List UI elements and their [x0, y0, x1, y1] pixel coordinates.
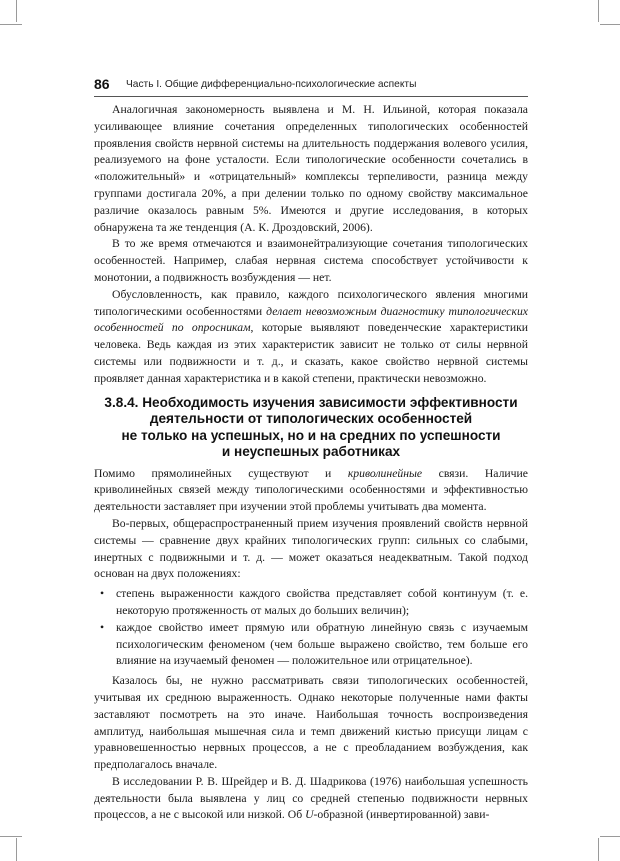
section-heading — [94, 395, 528, 461]
list-item — [100, 620, 528, 670]
bullet-list — [94, 586, 528, 670]
page-number: 86 — [94, 76, 110, 92]
paragraph-text: , которые выявляют поведенческие характеристики человека. Ведь каждая из этих характеристик зависит не только от силы нервной системы или подвижности и т. д., и сказать, какое свойство нервной системы проявляет данная характеристика и в какой степени, практически невозможно. — [94, 321, 529, 385]
paragraph-emphasis: U — [305, 808, 314, 822]
bullet-icon: • — [100, 587, 105, 601]
paragraph-text: Обусловленность, как правило, каждого психологического явления многими типологическими особенностями — [94, 287, 528, 318]
paragraph: Аналогичная закономерность выявлена и М. Н. Ильиной, которая показала усиливающее влияние сочетания определенных типологических особенностей проявления свойств нервной системы на длительность поддержания волевого усилия, реализуемого на фоне усталости. Если типологические особенности сочетались в «положительный» и «отрицательный» комплексы терпеливости, разница между группами достигала 20%, а при делении только по одному свойству максимальное различие оказалось равным 5%. Имеются и другие исследования, в которых обнаружена та же тенденция (А. К. Дроздовский, 2006). — [94, 103, 528, 234]
crop-mark — [16, 838, 17, 861]
crop-mark — [16, 0, 17, 22]
section-heading-line: не только на успешных, но и на средних по успешности — [121, 427, 501, 443]
section-heading-line: деятельности от типологических особенностей — [149, 411, 473, 427]
list-item-text: степень выраженности каждого свойства представляет собой континуум (т. е. некоторую протяженность от малых до больших величин); — [116, 587, 528, 617]
paragraph — [94, 287, 528, 388]
part-title: Часть I. Общие дифференциально-психологические аспекты — [126, 79, 417, 90]
crop-mark — [598, 838, 599, 861]
crop-mark — [600, 836, 620, 837]
crop-mark — [0, 836, 22, 837]
crop-mark — [0, 24, 22, 25]
paragraph — [94, 466, 528, 516]
paragraph-text: -образной (инвертированной) зави- — [313, 808, 490, 822]
paragraph-text: Помимо прямолинейных существуют и — [94, 466, 348, 480]
crop-mark — [598, 0, 599, 22]
paragraph-text: В исследовании Р. В. Шрейдер и В. Д. Шадрикова (1976) наибольшая успешность деятельности была выявлена у лиц со средней степенью подвижности нервных процессов, а не с высокой или низкой. Об — [94, 774, 528, 822]
section-heading-line: и неуспешных работниках — [221, 444, 401, 460]
header-rule — [94, 96, 528, 97]
list-item-text: каждое свойство имеет прямую или обратную линейную связь с изучаемым психологическим феноменом (чем больше выражено свойство, тем больше его влияние на изучаемый феномен — положительное или отрицательное). — [116, 620, 528, 668]
paragraph-emphasis: криволинейные — [347, 466, 423, 480]
running-header — [94, 74, 528, 94]
list-item — [100, 586, 528, 620]
paragraph: Во-первых, общераспространенный прием изучения проявлений свойств нервной системы — сравнение двух крайних типологических групп: сильных со слабыми, инертных с подвижными и т. д. — может оказаться неадекватным. Такой подход основан на двух положениях: — [94, 516, 528, 581]
bullet-icon: • — [100, 620, 105, 634]
section-heading-line: 3.8.4. Необходимость изучения зависимости эффективности — [104, 394, 518, 410]
paragraph: Казалось бы, не нужно рассматривать связи типологических особенностей, учитывая их среднюю выраженность. Однако некоторые полученные нами факты заставляют посмотреть на это иначе. Наибольшая точность воспроизведения амплитуд, наибольшая мышечная сила и темп движений кистью присущи лицам с уравновешенностью нервных процессов, а не с преобладанием возбуждения, как предполагалось вначале. — [94, 674, 528, 772]
paragraph-emphasis: делает невозможным диагностику типологических особенностей по опросникам — [94, 304, 528, 335]
paragraph-text: связи. Наличие криволинейных связей между типологическими особенностями и эффективностью деятельности заставляет при изучении этой проблемы учитывать два момента. — [94, 466, 528, 514]
paragraph — [94, 774, 528, 824]
page-body — [94, 102, 528, 824]
paragraph: В то же время отмечаются и взаимонейтрализующие сочетания типологических особенностей. Например, слабая нервная система способствует устойчивости к монотонии, а подвижность возбуждения — нет. — [94, 237, 528, 284]
crop-mark — [600, 24, 620, 25]
